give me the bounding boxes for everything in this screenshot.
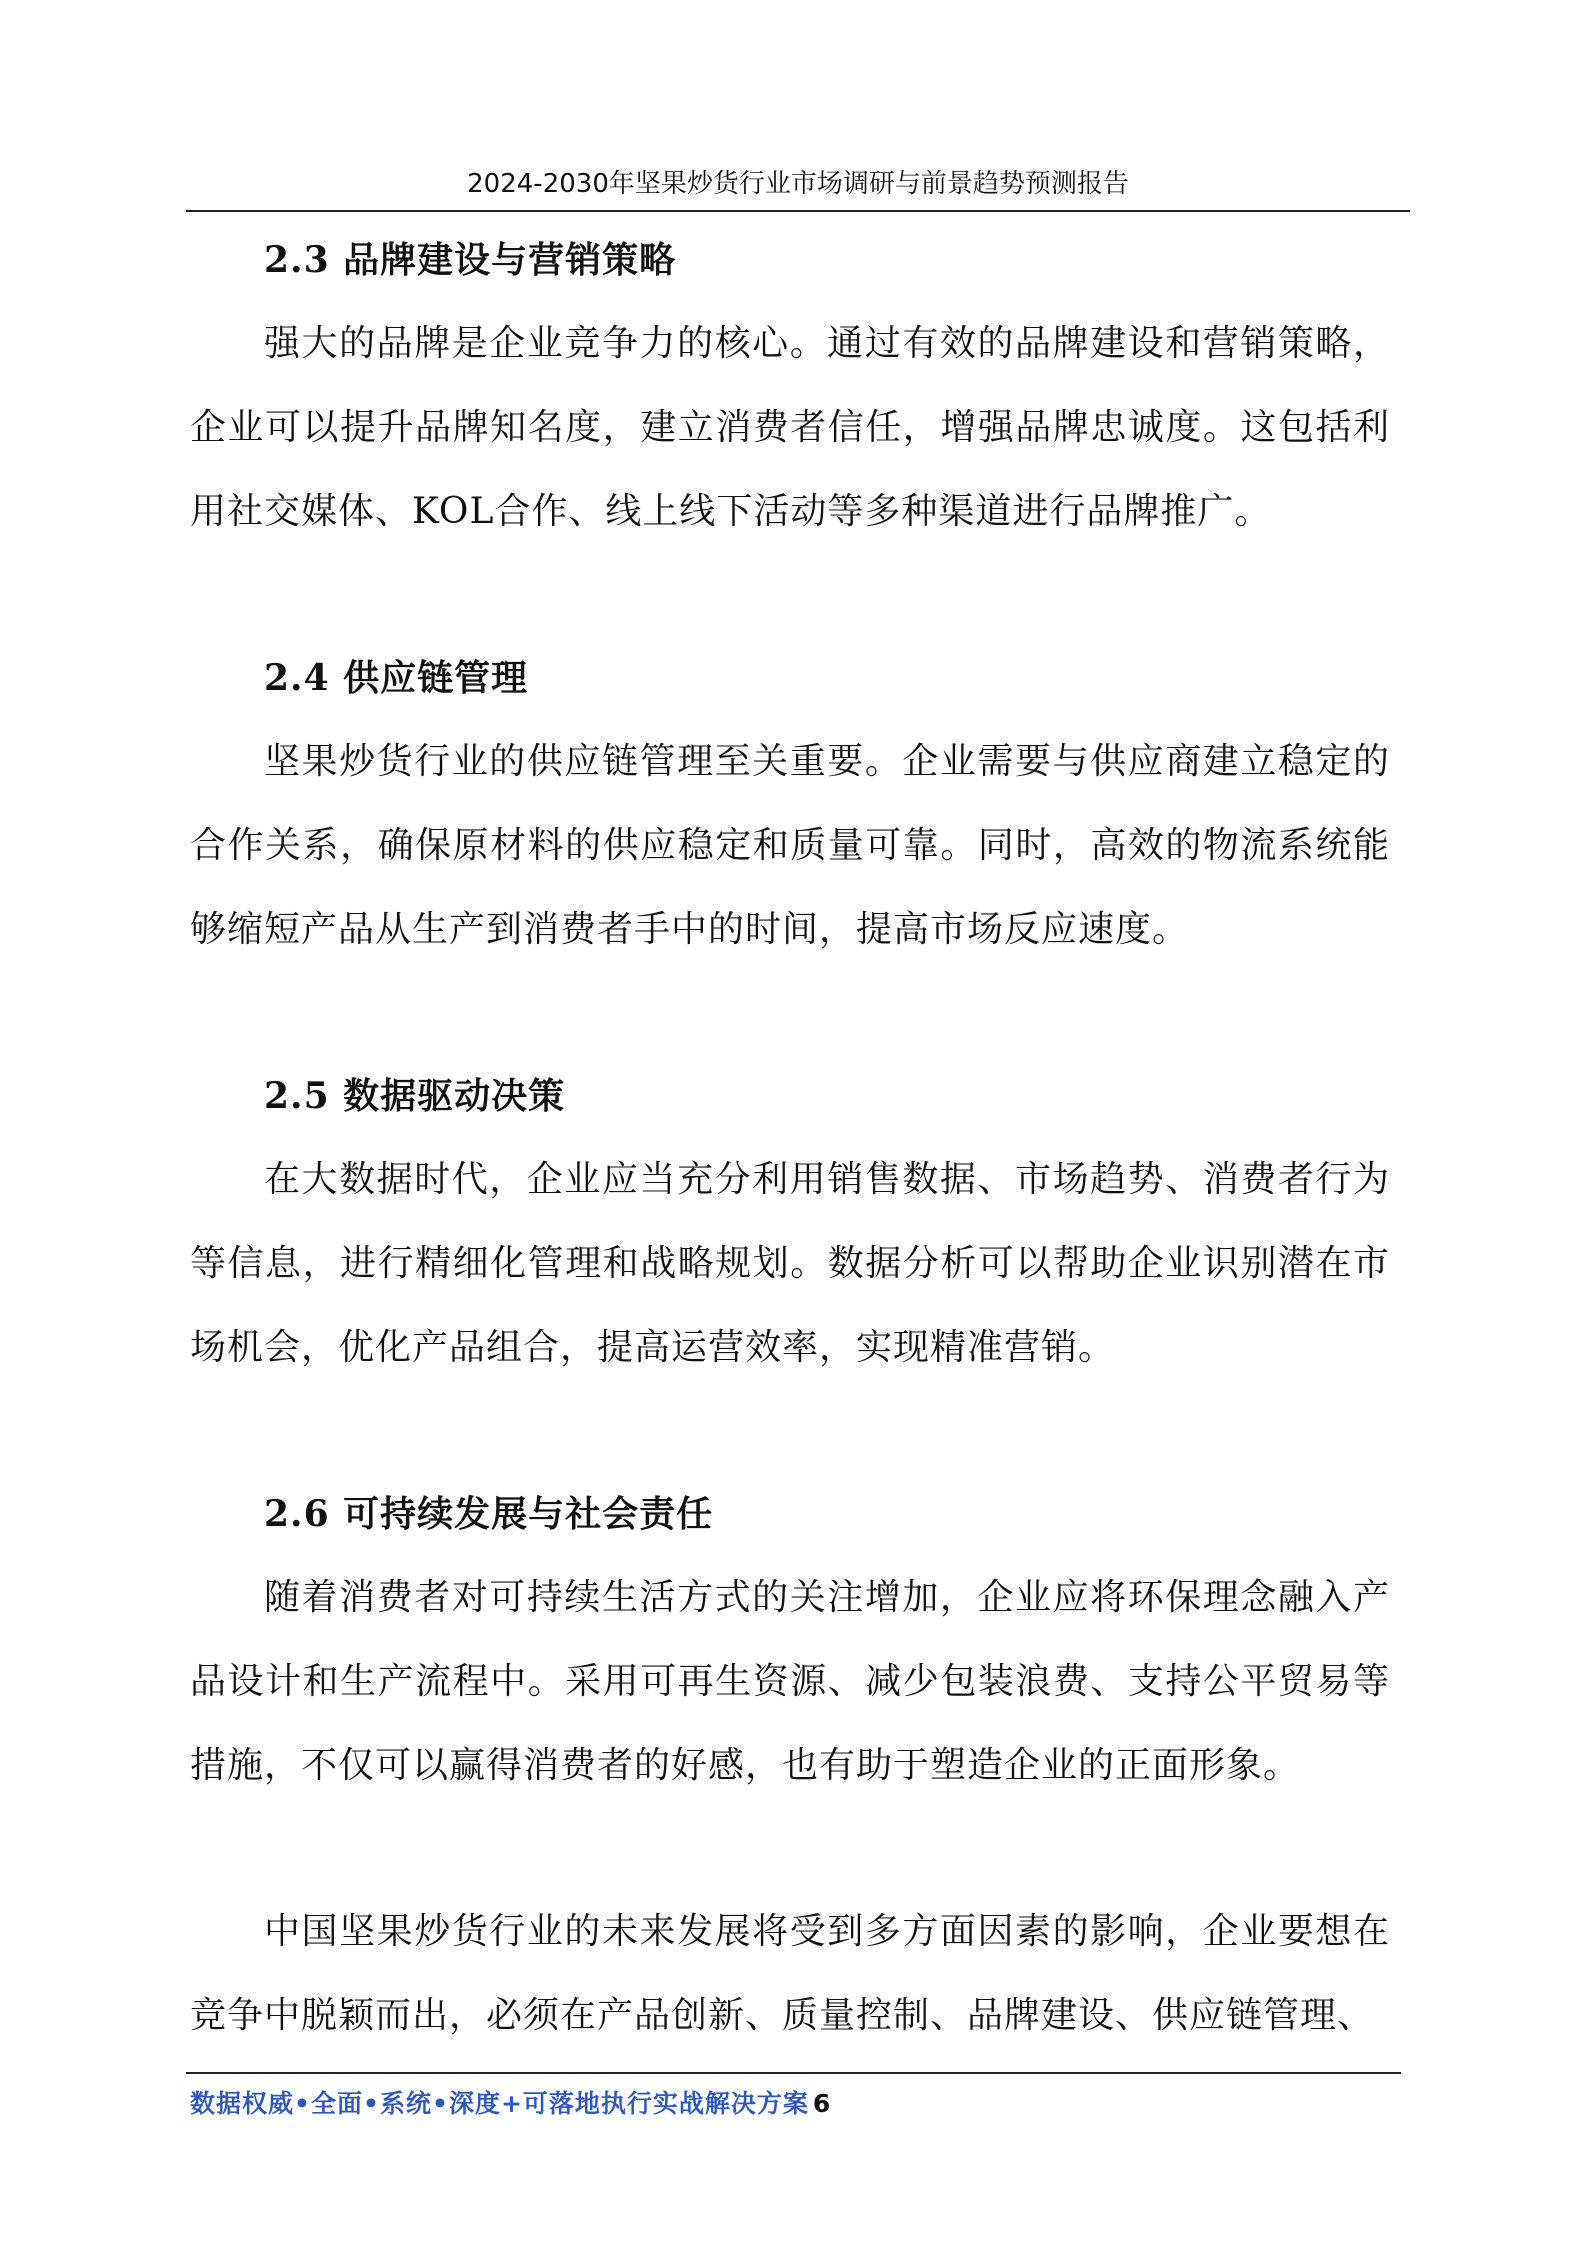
section-heading: 2.3 品牌建设与营销策略: [264, 239, 677, 281]
section-paragraph: 在大数据时代，企业应当充分利用销售数据、市场趋势、消费者行为等信息，进行精细化管理和战略规划。数据分析可以帮助企业识别潜在市场机会，优化产品组合，提高运营效率，实现精准营销。: [190, 1159, 1390, 1368]
closing-paragraph: 中国坚果炒货行业的未来发展将受到多方面因素的影响，企业要想在竞争中脱颖而出，必须在产品创新、质量控制、品牌建设、供应链管理、: [190, 1911, 1390, 2036]
section-heading: 2.6 可持续发展与社会责任: [264, 1493, 714, 1535]
section-heading: 2.4 供应链管理: [264, 657, 529, 699]
main-content: [190, 218, 1390, 2058]
section-paragraph: 强大的品牌是企业竞争力的核心。通过有效的品牌建设和营销策略，企业可以提升品牌知名度，建立消费者信任，增强品牌忠诚度。这包括利用社交媒体、KOL合作、线上线下活动等多种渠道进行品牌推广。: [190, 323, 1390, 532]
page-number: 6: [812, 2089, 832, 2118]
section-paragraph: 随着消费者对可持续生活方式的关注增加，企业应将环保理念融入产品设计和生产流程中。采用可再生资源、减少包装浪费、支持公平贸易等措施，不仅可以赢得消费者的好感，也有助于塑造企业的正面形象。: [190, 1577, 1390, 1786]
page-footer: [186, 2072, 1401, 2118]
closing-summary: [190, 1890, 1390, 2058]
footer-slogan: 数据权威•全面•系统•深度+可落地执行实战解决方案: [190, 2089, 809, 2118]
report-title: 2024-2030年坚果炒货行业市场调研与前景趋势预测报告: [467, 169, 1129, 199]
section-sustainability: [190, 1472, 1390, 1808]
section-paragraph: 坚果炒货行业的供应链管理至关重要。企业需要与供应商建立稳定的合作关系，确保原材料的供应稳定和质量可靠。同时，高效的物流系统能够缩短产品从生产到消费者手中的时间，提高市场反应速度。: [190, 741, 1390, 950]
page-header: [186, 160, 1410, 212]
section-supply-chain: [190, 636, 1390, 972]
section-data-driven: [190, 1054, 1390, 1390]
footer-slogan-line: [190, 2088, 831, 2120]
section-heading: 2.5 数据驱动决策: [264, 1075, 566, 1117]
section-brand-marketing: [190, 218, 1390, 554]
